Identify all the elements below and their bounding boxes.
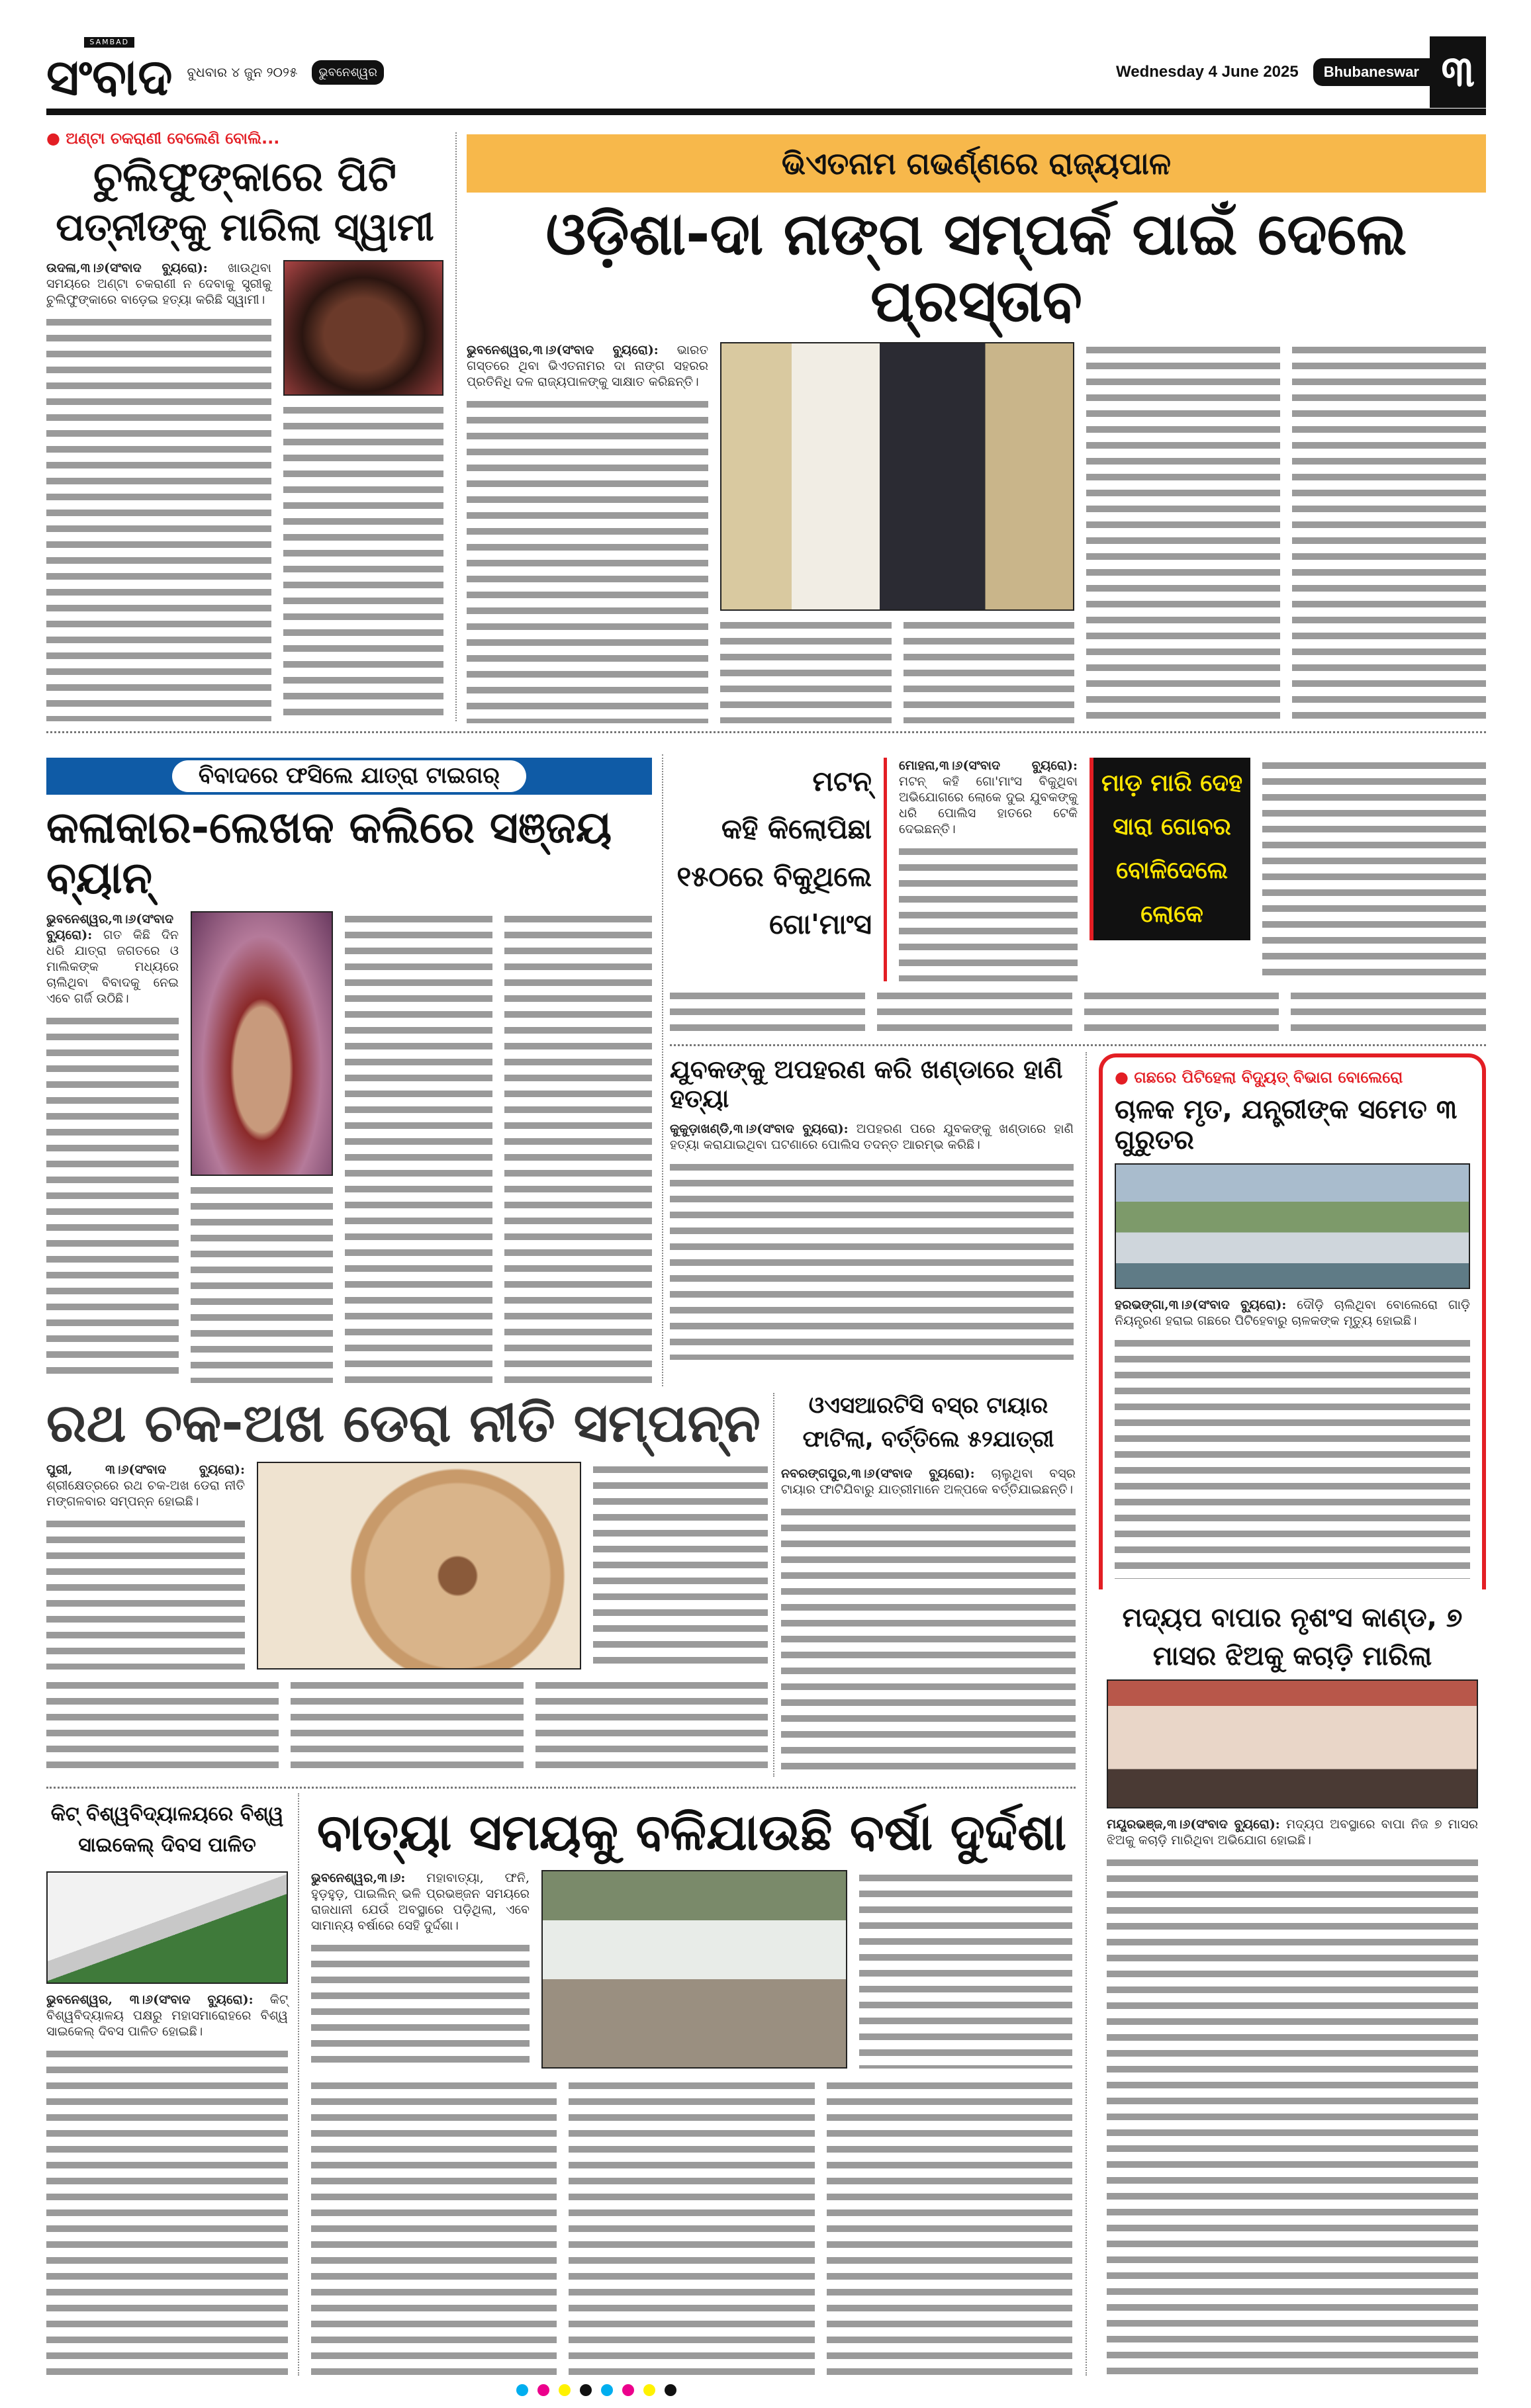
lead-text: ଗତ କିଛି ଦିନ ଧରି ଯାତ୍ରା ଜଗତରେ ଓ ମାଲିକଙ୍କ ମଧ୍ୟରେ ଚାଲିଥିବା ବିବାଦକୁ ନେଇ ଏବେ ଗର୍ଜି ଉଠିଛି। [46, 927, 179, 1006]
red-dot-icon: ● [1115, 1068, 1129, 1087]
text-block [593, 1462, 768, 1670]
lead-text: ମହାବାତ୍ୟା, ଫନି, ହୁଡ଼ହୁଡ଼, ପାଇଲିନ୍ ଭଳି ପ୍ରଭଞ୍ଜନ ସମୟରେ ରାଜଧାନୀ ଯେଉଁ ଅବସ୍ଥାରେ ପଡ଼ିଥିଲା, ଏବେ ସାମାନ୍ୟ ବର୍ଷାରେ ସେହି ଦୁର୍ଦ୍ଦଶା। [311, 1871, 530, 1934]
lead-text: କିଟ୍ ବିଶ୍ୱବିଦ୍ୟାଳୟ ପକ୍ଷରୁ ମହାସମାରୋହରେ ବିଶ୍ୱ ସାଇକେଲ୍ ଦିବସ ପାଳିତ ହୋଇଛି। [46, 1992, 288, 2039]
governor-meeting-photo [720, 342, 1074, 611]
text-block [191, 1182, 333, 1383]
kicker [1115, 1068, 1470, 1087]
text-block [46, 1677, 279, 1777]
section-divider [46, 731, 1486, 733]
text-block [569, 2078, 814, 2376]
headline-line-2: ଫାଟିଲା, ବର୍ତ୍ତିଲେ ୫୨ଯାତ୍ରୀ [802, 1426, 1054, 1453]
text-block [1107, 1855, 1478, 2376]
article-body [670, 1121, 1074, 1360]
article-body [781, 1466, 1076, 1777]
text-block [904, 617, 1075, 723]
lead-text: ଦୌଡ଼ି ଚାଲିଥିବା ବୋଲେରୋ ଗାଡ଼ି ନିୟନ୍ତ୍ରଣ ହରାଇ ଗଛରେ ପିଟିହେବାରୁ ଚାଳକଙ୍କ ମୃତ୍ୟୁ ହୋଇଛି। [1115, 1298, 1470, 1328]
dateline: ଭୁବନେଶ୍ୱର,୩।୬: [311, 1871, 406, 1886]
dateline: ହରଭଙ୍ଗା,୩।୬(ସଂବାଦ ବ୍ୟୁରୋ): [1115, 1298, 1287, 1312]
text-block [46, 1516, 245, 1670]
text-block [311, 1940, 530, 2069]
lead-text: ଶ୍ରୀକ୍ଷେତ୍ରରେ ରଥ ଚକ-ଅଖ ଡେରା ନୀତି ମଙ୍ଗଳବାର ସମ୍ପନ୍ନ ହୋଇଛି। [46, 1478, 245, 1509]
masthead-rule [46, 109, 1486, 115]
headline: ଓଡ଼ିଶା-ଦା ନାଙ୍ଗ ସମ୍ପର୍କ ପାଇଁ ଦେଲେ ପ୍ରସ୍ତାବ [545, 200, 1407, 335]
text-block [504, 911, 652, 1383]
yellow-dot-icon [559, 2384, 571, 2396]
column-divider [662, 754, 663, 1386]
dateline: ଭୁବନେଶ୍ୱର,୩।୬(ସଂବାଦ ବ୍ୟୁରୋ): [467, 343, 659, 358]
artist-portrait [191, 911, 333, 1176]
text-bottom [46, 1677, 768, 1777]
dateline: ମୟୂରଭଞ୍ଜ,୩।୬(ସଂବାଦ ବ୍ୟୁରୋ): [1107, 1817, 1280, 1832]
text-block [827, 2078, 1072, 2376]
lead-text: ଚାଲୁଥିବା ବସ୍‌ର ଟାୟାର ଫାଟିଯିବାରୁ ଯାତ୍ରୀମାନେ ଅଳ୍ପକେ ବର୍ତ୍ତିଯାଇଛନ୍ତି। [781, 1466, 1076, 1497]
section-divider [670, 1044, 1486, 1046]
dateline: କୁକୁଡ଼ାଖଣ୍ଡି,୩।୬(ସଂବାଦ ବ୍ୟୁରୋ): [670, 1122, 849, 1137]
banner-text: ବିବାଦରେ ଫସିଲେ ଯାତ୍ରା ଟାଇଗର୍ [172, 760, 526, 791]
lead-text: ଅପହରଣ ପରେ ଯୁବକଙ୍କୁ ଖଣ୍ଡାରେ ହାଣି ହତ୍ୟା କରାଯାଇଥିବା ଘଟଣାରେ ପୋଲିସ ତଦନ୍ତ ଆରମ୍ଭ କରିଛି। [670, 1122, 1074, 1153]
column-divider [773, 1393, 774, 1777]
cyan-dot-icon [516, 2384, 528, 2396]
text-block [1262, 758, 1486, 981]
article-body [46, 1462, 245, 1670]
article-mutton [670, 758, 1486, 1036]
box-line-3: ବୋଳିଦେଲେ [1116, 857, 1229, 884]
date-english: Wednesday 4 June 2025 [1116, 63, 1299, 81]
text-block [1292, 342, 1486, 723]
cycling-photo [46, 1871, 288, 1984]
article-body [46, 1992, 288, 2376]
magenta-dot-icon [537, 2384, 549, 2396]
lead-text: ଭାରତ ଗସ୍ତରେ ଥିବା ଭିଏତନାମର ଦା ନାଙ୍ଗ ସହରର ପ୍ରତିନିଧି ଦଳ ରାଜ୍ୟପାଳଙ୍କୁ ସାକ୍ଷାତ କରିଛନ୍ତି। [467, 343, 708, 390]
red-rule [884, 758, 887, 981]
column-divider [1086, 1052, 1087, 2376]
text-block [467, 396, 708, 723]
text-block [899, 844, 1078, 981]
headline: ବାତ୍ୟା ସମୟକୁ ବଳିଯାଉଛି ବର୍ଷା ଦୁର୍ଦ୍ଦଶା [316, 1803, 1067, 1861]
text-block [46, 2046, 288, 2376]
article-body [1107, 1816, 1478, 2376]
headline-line-4: ଗୋ'ମାଂସ [769, 908, 872, 940]
text-block [720, 617, 892, 723]
text-block [291, 1677, 523, 1777]
article-body [1115, 1297, 1470, 1579]
text-block [46, 314, 271, 721]
headline-line-2: ପତ୍ନୀଙ୍କୁ ମାରିଲା ସ୍ୱାମୀ [56, 204, 434, 250]
logo-tag: SAMBAD [84, 37, 134, 48]
article-infant-murder [1099, 1603, 1486, 2376]
text-block [877, 988, 1072, 1036]
article-body [467, 342, 708, 723]
article-body [899, 758, 1078, 981]
text-under-photo [720, 617, 1074, 723]
accused-photo [283, 260, 443, 396]
text-block [283, 402, 443, 721]
photo-column [720, 342, 1074, 723]
article-vietnam [467, 134, 1486, 723]
lead-text: ମଦ୍ୟପ ଅବସ୍ଥାରେ ବାପା ନିଜ ୭ ମାସର ଝିଅକୁ କଚାଡ଼ି ମାରିଥିବା ଅଭିଯୋଗ ହୋଇଛି। [1107, 1817, 1478, 1848]
police-station-photo [1107, 1679, 1478, 1808]
masthead [46, 36, 1486, 116]
box-line-4: ଲୋକେ [1140, 901, 1203, 928]
yellow-dot-icon [643, 2384, 655, 2396]
headline-line-1: ଚୁଲିଫୁଙ୍କାରେ ପିଟି [93, 152, 396, 201]
lead-text: ଖାଉଥିବା ସମୟରେ ଅଣ୍ଟା ଚକରାଣୀ ନ ଦେବାକୁ ସ୍ତ୍ରୀକୁ ଚୁଲିଫୁଙ୍କାରେ ବାଡ଼େଇ ହତ୍ୟା କରିଛି ସ୍ୱାମୀ। [46, 260, 272, 307]
dateline: ମୋହନା,୩।୬(ସଂବାଦ ବ୍ୟୁରୋ): [899, 758, 1078, 773]
article-body [46, 260, 271, 721]
text-block [345, 911, 492, 1383]
article-abduction [670, 1055, 1074, 1360]
headline-line-1: ମଟନ୍ [812, 765, 872, 797]
headline-line-1: କିଟ୍ ବିଶ୍ୱବିଦ୍ୟାଳୟରେ ବିଶ୍ୱ [50, 1803, 284, 1826]
text-bottom [670, 988, 1486, 1036]
dateline: ଉଦଳା,୩।୬(ସଂବାଦ ବ୍ୟୁରୋ): [46, 260, 208, 275]
headline: ରଥ ଚକ-ଅଖ ଡେରା ନୀତି ସମ୍ପନ୍ନ [46, 1392, 761, 1454]
kicker [46, 129, 443, 148]
text-block [781, 1504, 1076, 1777]
headline-line-2: ସାଇକେଲ୍ ଦିବସ ପାଳିତ [78, 1833, 256, 1857]
text-block [670, 988, 865, 1036]
band-text: ଭିଏତନାମ ଗଭର୍ଣ୍ଣରେ ରାଜ୍ୟପାଳ [781, 145, 1172, 181]
text-block [859, 1870, 1072, 2069]
headline [670, 758, 872, 981]
headline-line-2: ମାସର ଝିଅକୁ କଚାଡ଼ି ମାରିଲା [1152, 1641, 1432, 1672]
column-divider [455, 132, 457, 721]
article-wife-murder [46, 129, 443, 721]
text-right [1086, 342, 1486, 723]
headline: ଯୁବକଙ୍କୁ ଅପହରଣ କରି ଖଣ୍ଡାରେ ହାଣି ହତ୍ୟା [670, 1055, 1063, 1113]
chariot-wheel-photo [257, 1462, 581, 1670]
article-osrtc [781, 1393, 1076, 1777]
red-dot-icon: ● [46, 129, 60, 148]
text-block [1291, 988, 1486, 1036]
headline-line-2: କହି କିଲୋପିଛା [721, 813, 872, 845]
article-body [311, 1870, 530, 2069]
text-block [1115, 1335, 1470, 1579]
dateline: ପୁରୀ, ୩।୬(ସଂବାଦ ବ୍ୟୁରୋ): [46, 1462, 245, 1477]
black-dot-icon [580, 2384, 592, 2396]
article-rath [46, 1393, 768, 1777]
black-dot-icon [665, 2384, 676, 2396]
article-artist-ban [46, 758, 652, 1383]
column-divider [298, 1793, 299, 2376]
newspaper-logo: ସଂବାଦ [46, 48, 173, 107]
box-line-2: ସାରା ଗୋବର [1113, 813, 1231, 840]
print-registration-marks [516, 2384, 676, 2396]
text-bottom [311, 2078, 1072, 2376]
text-block [1084, 988, 1279, 1036]
headline-line-3: ୧୫୦ରେ ବିକୁଥିଲେ [676, 860, 872, 893]
cyan-dot-icon [601, 2384, 613, 2396]
dateline: ନବରଙ୍ଗପୁର,୩।୬(ସଂବାଦ ବ୍ୟୁରୋ): [781, 1466, 975, 1482]
text-block [1086, 342, 1280, 723]
lead-text: ମଟନ୍ କହି ଗୋ'ମାଂସ ବିକୁଥିବା ଅଭିଯୋଗରେ ଲୋକେ ଦୁଇ ଯୁବକଙ୍କୁ ଧରି ପୋଲିସ ହାତରେ ଟେକି ଦେଇଛନ୍ତି। [899, 774, 1078, 836]
article-bolero-crash [1099, 1053, 1486, 1589]
kicker-text: ଗଛରେ ପିଟିହେଲା ବିଦ୍ୟୁତ୍ ବିଭାଗ ବୋଲେରୋ [1134, 1068, 1403, 1087]
section-divider [46, 1787, 1076, 1789]
box-line-1: ମାଡ଼ ମାରି ଦେହ [1101, 770, 1243, 797]
headline: ଚାଳକ ମୃତ, ଯନ୍ତ୍ରୀଙ୍କ ସମେତ ୩ ଗୁରୁତର [1115, 1094, 1458, 1155]
headline: କଳାକାର-ଲେଖକ କଲିରେ ସଞ୍ଜୟ ବ୍ୟାନ୍ [46, 802, 612, 903]
date-odia: ବୁଧବାର ୪ ଜୁନ ୨୦୨୫ [187, 64, 298, 80]
waterlogged-car-photo [541, 1870, 847, 2069]
magenta-dot-icon [622, 2384, 634, 2396]
article-cycle-day [46, 1803, 288, 2376]
topic-banner [46, 758, 652, 795]
kicker-text: ଅଣ୍ଟା ଚକରାଣୀ ବେଲେଣି ବୋଲି... [66, 129, 280, 148]
dateline: ଭୁବନେଶ୍ୱର, ୩।୬(ସଂବାଦ ବ୍ୟୁରୋ): [46, 1992, 254, 2007]
headline-line-1: ମଦ୍ୟପ ବାପାର ନୃଶଂସ କାଣ୍ଡ, ୭ [1122, 1603, 1463, 1633]
headline-line-1: ଓଏସଆରଟିସି ବସ୍‌ର ଟାୟାର [808, 1392, 1048, 1419]
text-block [670, 1159, 1074, 1360]
text-block [535, 1677, 768, 1777]
article-body [46, 911, 179, 1383]
text-block [311, 2078, 557, 2376]
highlight-box [1090, 758, 1250, 940]
text-right [345, 911, 652, 1383]
dateline: ଭୁବନେଶ୍ୱର,୩।୬(ସଂବାଦ ବ୍ୟୁରୋ): [46, 911, 174, 942]
headline-band [467, 134, 1486, 193]
crash-photo [1115, 1163, 1470, 1289]
text-block [46, 1013, 179, 1383]
edition-english: Bhubaneswar [1313, 58, 1430, 86]
article-rain [311, 1803, 1072, 2376]
page-number: ୩ [1430, 36, 1486, 108]
edition-badge: ଭୁବନେଶ୍ୱର [312, 60, 384, 85]
